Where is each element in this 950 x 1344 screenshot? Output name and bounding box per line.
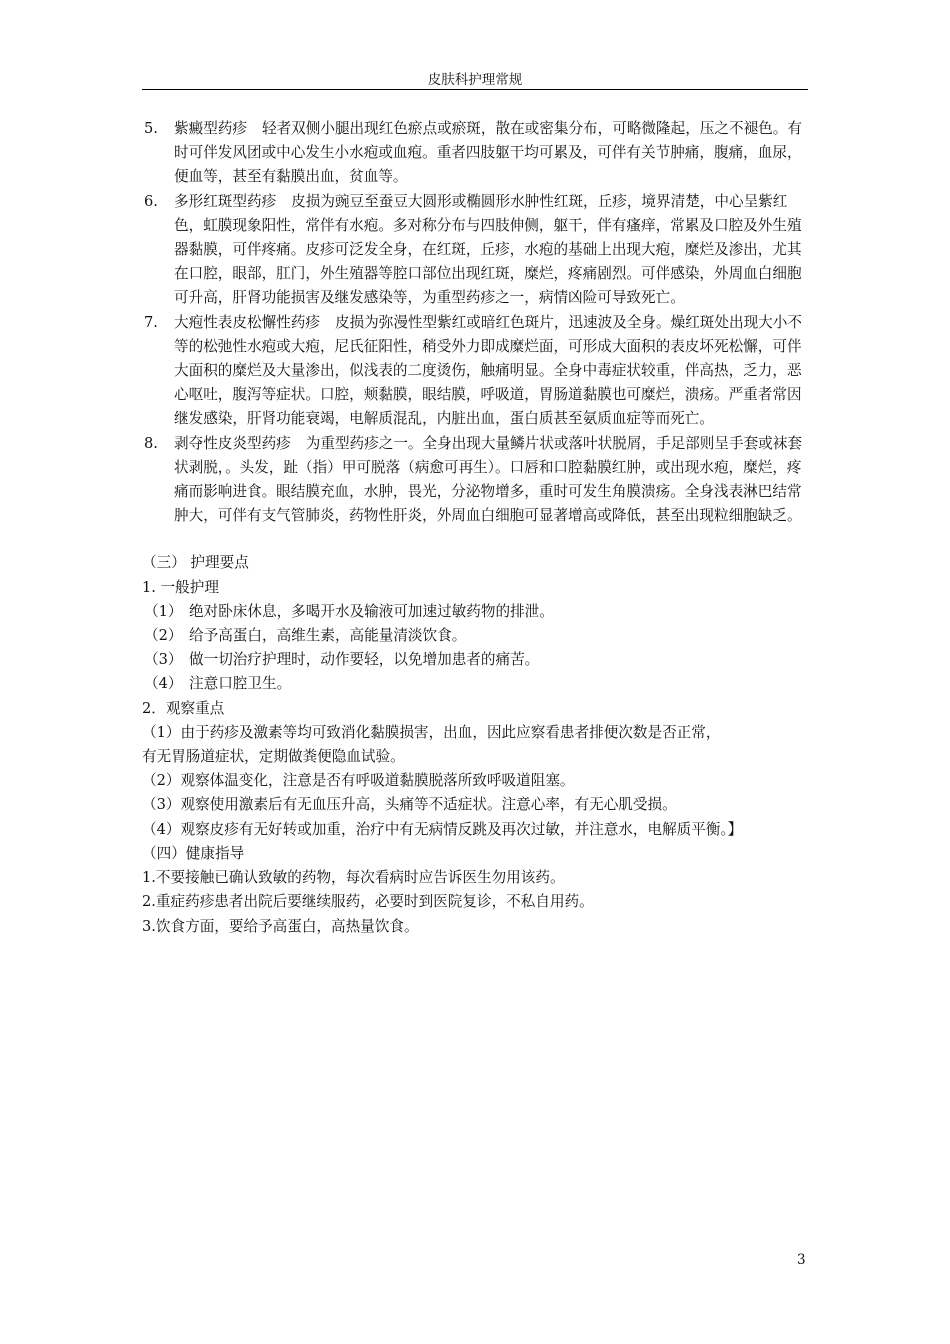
section-gap: [142, 528, 810, 551]
section-heading-health: （四）健康指导: [142, 844, 245, 862]
item-text: 皮损为豌豆至蚕豆大圆形或椭圆形水肿性红斑，丘疹，境界清楚，中心呈紫红色，虹膜现象阳性，常伴有水疱。多对称分布与四肢伸侧，躯干，伴有瘙痒，常累及口腔及外生殖器黏膜，可伴疼痛。皮疹可泛发全身，在红斑，丘疹，水疱的基础上出现大疱，糜烂及渗出，尤其在口腔，眼部，肛门，外生殖器等腔口部位出现红斑，糜烂，疼痛剧烈。可伴感染，外周血白细胞可升高，肝肾功能损害及继发感染等，为重型药疹之一，病情凶险可导致死亡。: [174, 192, 802, 307]
item-title: 多形红斑型药疹: [174, 192, 277, 210]
observation-item: （1）由于药疹及激素等均可致消化黏膜损害，出血，因此应察看患者排便次数是否正常，: [142, 723, 721, 741]
general-care-item: [142, 600, 810, 624]
item-number: （4）: [144, 675, 183, 693]
item-text: 绝对卧床休息，多喝开水及输液可加速过敏药物的排泄。: [189, 602, 554, 620]
item-number: 6.: [144, 192, 158, 210]
observation-item-continued: 有无胃肠道症状，定期做粪便隐血试验。: [142, 748, 405, 766]
document-body: [142, 117, 810, 939]
health-guidance-item: 2.重症药疹患者出院后要继续服药，必要时到医院复诊，不私自用药。: [142, 893, 594, 911]
item-text: 给予高蛋白，高维生素，高能量清淡饮食。: [189, 627, 467, 645]
observation-item: （2）观察体温变化，注意是否有呼吸道黏膜脱落所致呼吸道阻塞。: [142, 772, 575, 790]
item-number: 5.: [144, 120, 158, 137]
item-number: （1）: [144, 602, 183, 620]
header-rule: [142, 89, 808, 90]
item-number: （2）: [144, 627, 183, 645]
page-number: 3: [797, 1252, 806, 1268]
general-care-item: [142, 648, 810, 672]
item-number: 7.: [144, 313, 158, 331]
health-guidance-item: 3.饮食方面，要给予高蛋白，高热量饮食。: [142, 917, 419, 935]
item-text: 注意口腔卫生。: [189, 675, 292, 693]
health-guidance-item: 1.不要接触已确认致敏的药物，每次看病时应告诉医生勿用该药。: [142, 869, 565, 887]
general-care-item: [142, 624, 810, 648]
drug-eruption-item: [142, 117, 810, 190]
section-heading-nursing: （三） 护理要点: [142, 554, 249, 572]
item-number: 8.: [144, 434, 158, 452]
item-text: 皮损为弥漫性型紫红或暗红色斑片，迅速波及全身。燥红斑处出现大小不等的松弛性水疱或大疱，尼氏征阳性，稍受外力即成糜烂面，可形成大面积的表皮坏死松懈，可伴大面积的糜烂及大量渗出，似浅表的二度烫伤，触痛明显。全身中毒症状较重，伴高热，乏力，恶心呕吐，腹泻等症状。口腔，颊黏膜，眼结膜，呼吸道，胃肠道黏膜也可糜烂，溃疡。严重者常因继发感染，肝肾功能衰竭，电解质混乱，内脏出血，蛋白质甚至氨质血症等而死亡。: [174, 313, 802, 428]
running-header: 皮肤科护理常规: [427, 72, 523, 88]
drug-eruption-item: [142, 432, 810, 529]
observation-item: （4）观察皮疹有无好转或加重，治疗中有无病情反跳及再次过敏，并注意水，电解质平衡。】: [142, 820, 743, 838]
drug-eruption-item: [142, 311, 810, 432]
item-number: （3）: [144, 651, 183, 669]
item-title: 紫癜型药疹: [174, 120, 247, 137]
item-title: 剥夺性皮炎型药疹: [174, 434, 291, 452]
subsection-heading-general: 1. 一般护理: [142, 578, 219, 596]
item-text: 做一切治疗护理时，动作要轻，以免增加患者的痛苦。: [189, 651, 540, 669]
observation-item: （3）观察使用激素后有无血压升高，头痛等不适症状。注意心率，有无心肌受损。: [142, 796, 677, 814]
item-text: 轻者双侧小腿出现红色瘀点或瘀斑，散在或密集分布，可略微隆起，压之不褪色。有时可伴发风团或中心发生小水疱或血疱。重者四肢躯干均可累及，可伴有关节肿痛，腹痛，血尿，便血等，甚至有黏膜出血，贫血等。: [174, 120, 802, 186]
item-title: 大疱性表皮松懈性药疹: [174, 313, 320, 331]
item-text: 为重型药疹之一。全身出现大量鳞片状或落叶状脱屑，手足部则呈手套或袜套状剥脱，。头发，趾（指）甲可脱落（病愈可再生）。口唇和口腔黏膜红肿，或出现水疱，糜烂，疼痛而影响进食。眼结膜充血，水肿，畏光，分泌物增多，重时可发生角膜溃疡。全身浅表淋巴结常肿大，可伴有支气管肺炎，药物性肝炎，外周血白细胞可显著增高或降低，甚至出现粒细胞缺乏。: [174, 434, 802, 525]
subsection-heading-observation: 2．观察重点: [142, 699, 225, 717]
drug-eruption-item: [142, 190, 810, 311]
general-care-item: [142, 672, 810, 696]
